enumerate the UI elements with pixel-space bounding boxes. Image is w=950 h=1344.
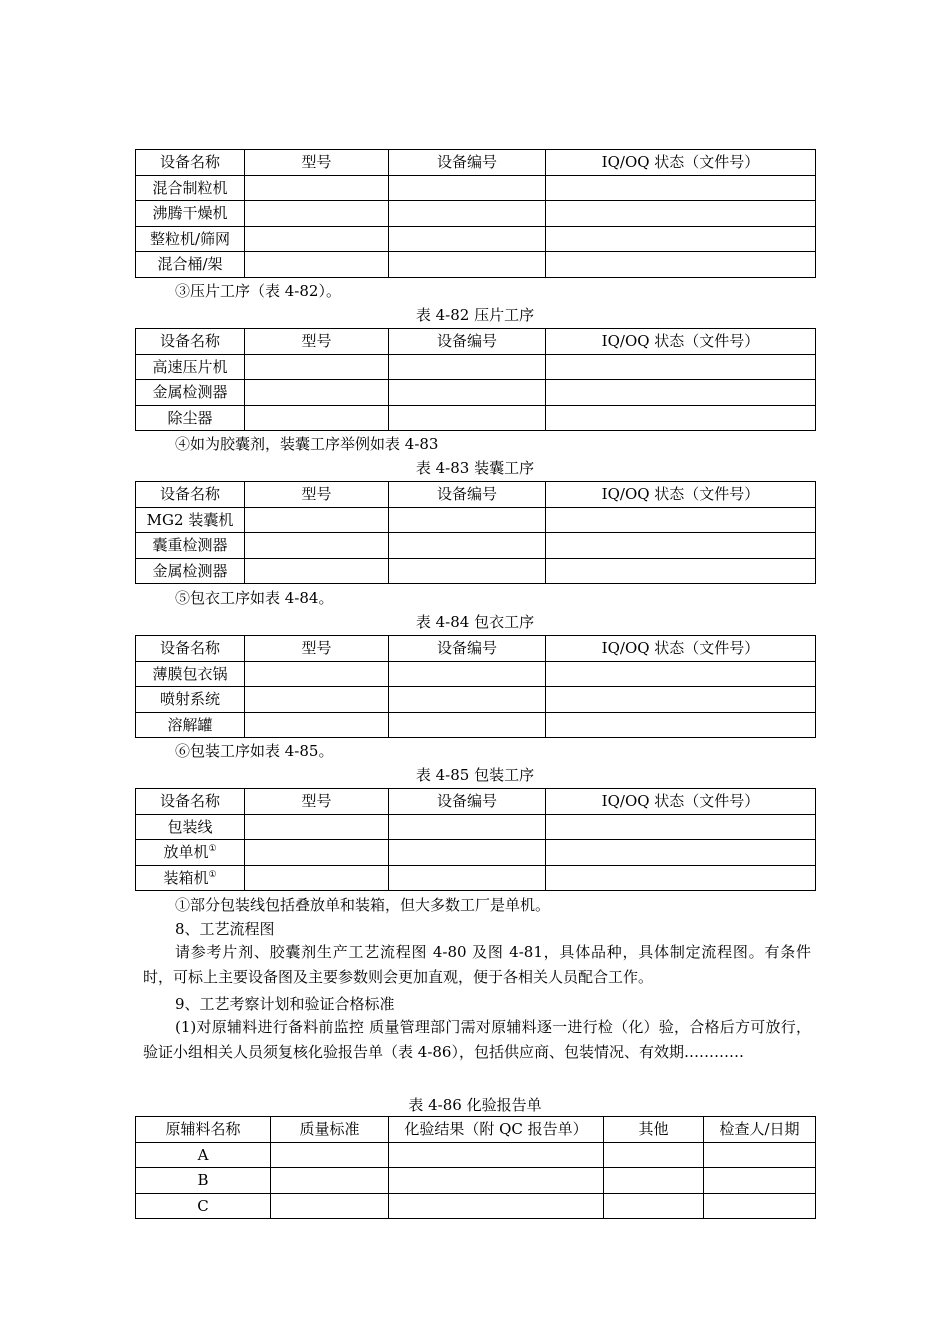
- empty-cell: [271, 1142, 389, 1168]
- table-packaging-caption: 表 4-85 包装工序: [415, 766, 535, 784]
- table-coating-caption: 表 4-84 包衣工序: [415, 613, 535, 631]
- section-capsule-heading: ④如为胶囊剂，装囊工序举例如表 4-83: [175, 435, 439, 453]
- table-row: [136, 687, 816, 713]
- equipment-name-cell: 除尘器: [136, 405, 245, 431]
- table-row: [136, 1168, 816, 1194]
- empty-cell: [389, 1142, 604, 1168]
- equipment-name-cell: MG2 装囊机: [136, 507, 245, 533]
- table-row: [136, 354, 816, 380]
- table-header-row: [136, 329, 816, 355]
- table-qc-caption: 表 4-86 化验报告单: [408, 1096, 542, 1114]
- header-cell: 其他: [604, 1117, 704, 1143]
- header-cell: 化验结果（附 QC 报告单）: [389, 1117, 604, 1143]
- header-cell: 设备名称: [136, 636, 245, 662]
- material-name-cell: A: [136, 1142, 271, 1168]
- empty-cell: [271, 1193, 389, 1219]
- header-cell: 型号: [245, 150, 389, 176]
- empty-cell: [389, 1193, 604, 1219]
- empty-cell: [389, 814, 546, 840]
- empty-cell: [245, 840, 389, 866]
- table-header-row: [136, 1117, 816, 1143]
- material-name-cell: C: [136, 1193, 271, 1219]
- equipment-name-cell: [136, 865, 245, 891]
- header-cell: IQ/OQ 状态（文件号）: [546, 789, 816, 815]
- empty-cell: [704, 1168, 816, 1194]
- empty-cell: [546, 712, 816, 738]
- empty-cell: [546, 175, 816, 201]
- equipment-name-cell: 喷射系统: [136, 687, 245, 713]
- header-cell: 型号: [245, 636, 389, 662]
- header-cell: IQ/OQ 状态（文件号）: [546, 329, 816, 355]
- equipment-name-cell: 高速压片机: [136, 354, 245, 380]
- empty-cell: [546, 201, 816, 227]
- header-cell: 设备名称: [136, 789, 245, 815]
- section-9-paragraph: (1)对原辅料进行备料前监控 质量管理部门需对原辅料逐一进行检（化）验，合格后方可放行，验证小组相关人员须复核化验报告单（表 4-86），包括供应商、包装情况、有效期…………: [143, 1018, 811, 1061]
- table-row: [136, 226, 816, 252]
- empty-cell: [546, 405, 816, 431]
- empty-cell: [604, 1168, 704, 1194]
- empty-cell: [389, 226, 546, 252]
- footnote-marker: ①: [208, 869, 217, 880]
- empty-cell: [546, 252, 816, 278]
- header-cell: 型号: [245, 789, 389, 815]
- empty-cell: [245, 201, 389, 227]
- empty-cell: [389, 712, 546, 738]
- empty-cell: [245, 865, 389, 891]
- empty-cell: [389, 507, 546, 533]
- equipment-name-cell: 包装线: [136, 814, 245, 840]
- table-row: [136, 558, 816, 584]
- table-row: [136, 175, 816, 201]
- empty-cell: [389, 840, 546, 866]
- header-cell: 设备名称: [136, 150, 245, 176]
- empty-cell: [546, 507, 816, 533]
- granulation-equipment-table: [135, 149, 816, 278]
- empty-cell: [245, 712, 389, 738]
- equipment-name-cell: 整粒机/筛网: [136, 226, 245, 252]
- table-row: [136, 405, 816, 431]
- empty-cell: [389, 201, 546, 227]
- table-row: [136, 1193, 816, 1219]
- equipment-name-text: 装箱机: [163, 868, 209, 887]
- section-8-heading: 8、工艺流程图: [175, 920, 275, 938]
- equipment-name-cell: 金属检测器: [136, 380, 245, 406]
- table-row: [136, 201, 816, 227]
- table-row: [136, 380, 816, 406]
- qc-report-table: [135, 1116, 816, 1219]
- header-cell: 原辅料名称: [136, 1117, 271, 1143]
- empty-cell: [389, 687, 546, 713]
- empty-cell: [245, 380, 389, 406]
- header-cell: 检查人/日期: [704, 1117, 816, 1143]
- table-tablet-caption: 表 4-82 压片工序: [415, 306, 535, 324]
- empty-cell: [245, 687, 389, 713]
- empty-cell: [245, 354, 389, 380]
- section-8-paragraph: 请参考片剂、胶囊剂生产工艺流程图 4-80 及图 4-81，具体品种，具体制定流程图。有条件时，可标上主要设备图及主要参数则会更加直观，便于各相关人员配合工作。: [143, 943, 811, 986]
- table-row: [136, 1142, 816, 1168]
- table-row: [136, 712, 816, 738]
- empty-cell: [546, 814, 816, 840]
- header-cell: 设备编号: [389, 789, 546, 815]
- empty-cell: [546, 226, 816, 252]
- empty-cell: [389, 865, 546, 891]
- header-cell: 设备编号: [389, 482, 546, 508]
- empty-cell: [389, 380, 546, 406]
- equipment-name-cell: 混合桶/架: [136, 252, 245, 278]
- empty-cell: [546, 380, 816, 406]
- table-row: [136, 507, 816, 533]
- material-name-cell: B: [136, 1168, 271, 1194]
- table-capsule-caption: 表 4-83 装囊工序: [415, 459, 535, 477]
- table-row: [136, 661, 816, 687]
- equipment-name-cell: 沸腾干燥机: [136, 201, 245, 227]
- equipment-name-cell: 金属检测器: [136, 558, 245, 584]
- empty-cell: [245, 507, 389, 533]
- header-cell: 型号: [245, 329, 389, 355]
- empty-cell: [546, 687, 816, 713]
- empty-cell: [245, 558, 389, 584]
- table-header-row: [136, 636, 816, 662]
- empty-cell: [704, 1142, 816, 1168]
- table-row: [136, 814, 816, 840]
- section-packaging-heading: ⑥包装工序如表 4-85。: [175, 742, 334, 760]
- equipment-name-cell: 薄膜包衣锅: [136, 661, 245, 687]
- equipment-name-text: 放单机: [163, 843, 209, 862]
- empty-cell: [271, 1168, 389, 1194]
- empty-cell: [389, 354, 546, 380]
- empty-cell: [245, 814, 389, 840]
- empty-cell: [546, 558, 816, 584]
- header-cell: 设备编号: [389, 150, 546, 176]
- empty-cell: [245, 226, 389, 252]
- empty-cell: [245, 533, 389, 559]
- equipment-name-cell: 混合制粒机: [136, 175, 245, 201]
- empty-cell: [604, 1142, 704, 1168]
- equipment-name-cell: 溶解罐: [136, 712, 245, 738]
- section-9-heading: 9、工艺考察计划和验证合格标准: [175, 995, 395, 1013]
- empty-cell: [389, 1168, 604, 1194]
- header-cell: 质量标准: [271, 1117, 389, 1143]
- empty-cell: [245, 252, 389, 278]
- packaging-footnote: ①部分包装线包括叠放单和装箱，但大多数工厂是单机。: [175, 896, 551, 914]
- empty-cell: [546, 840, 816, 866]
- capsule-equipment-table: [135, 481, 816, 584]
- empty-cell: [245, 661, 389, 687]
- empty-cell: [389, 175, 546, 201]
- packaging-equipment-table: [135, 788, 816, 891]
- empty-cell: [389, 558, 546, 584]
- section-tablet-heading: ③压片工序（表 4-82）。: [175, 282, 341, 300]
- empty-cell: [546, 865, 816, 891]
- empty-cell: [704, 1193, 816, 1219]
- table-header-row: [136, 482, 816, 508]
- table-header-row: [136, 150, 816, 176]
- empty-cell: [389, 405, 546, 431]
- table-row: [136, 840, 816, 866]
- header-cell: 设备编号: [389, 329, 546, 355]
- table-header-row: [136, 789, 816, 815]
- empty-cell: [245, 175, 389, 201]
- empty-cell: [546, 354, 816, 380]
- empty-cell: [389, 533, 546, 559]
- table-row: [136, 533, 816, 559]
- header-cell: 设备名称: [136, 329, 245, 355]
- tablet-equipment-table: [135, 328, 816, 431]
- coating-equipment-table: [135, 635, 816, 738]
- equipment-name-cell: 囊重检测器: [136, 533, 245, 559]
- equipment-name-cell: [136, 840, 245, 866]
- empty-cell: [546, 533, 816, 559]
- header-cell: 设备编号: [389, 636, 546, 662]
- header-cell: IQ/OQ 状态（文件号）: [546, 636, 816, 662]
- empty-cell: [245, 405, 389, 431]
- header-cell: 设备名称: [136, 482, 245, 508]
- header-cell: IQ/OQ 状态（文件号）: [546, 482, 816, 508]
- empty-cell: [546, 661, 816, 687]
- empty-cell: [389, 661, 546, 687]
- table-row: [136, 865, 816, 891]
- header-cell: IQ/OQ 状态（文件号）: [546, 150, 816, 176]
- footnote-marker: ①: [208, 844, 217, 855]
- header-cell: 型号: [245, 482, 389, 508]
- empty-cell: [389, 252, 546, 278]
- empty-cell: [604, 1193, 704, 1219]
- section-coating-heading: ⑤包衣工序如表 4-84。: [175, 589, 334, 607]
- table-row: [136, 252, 816, 278]
